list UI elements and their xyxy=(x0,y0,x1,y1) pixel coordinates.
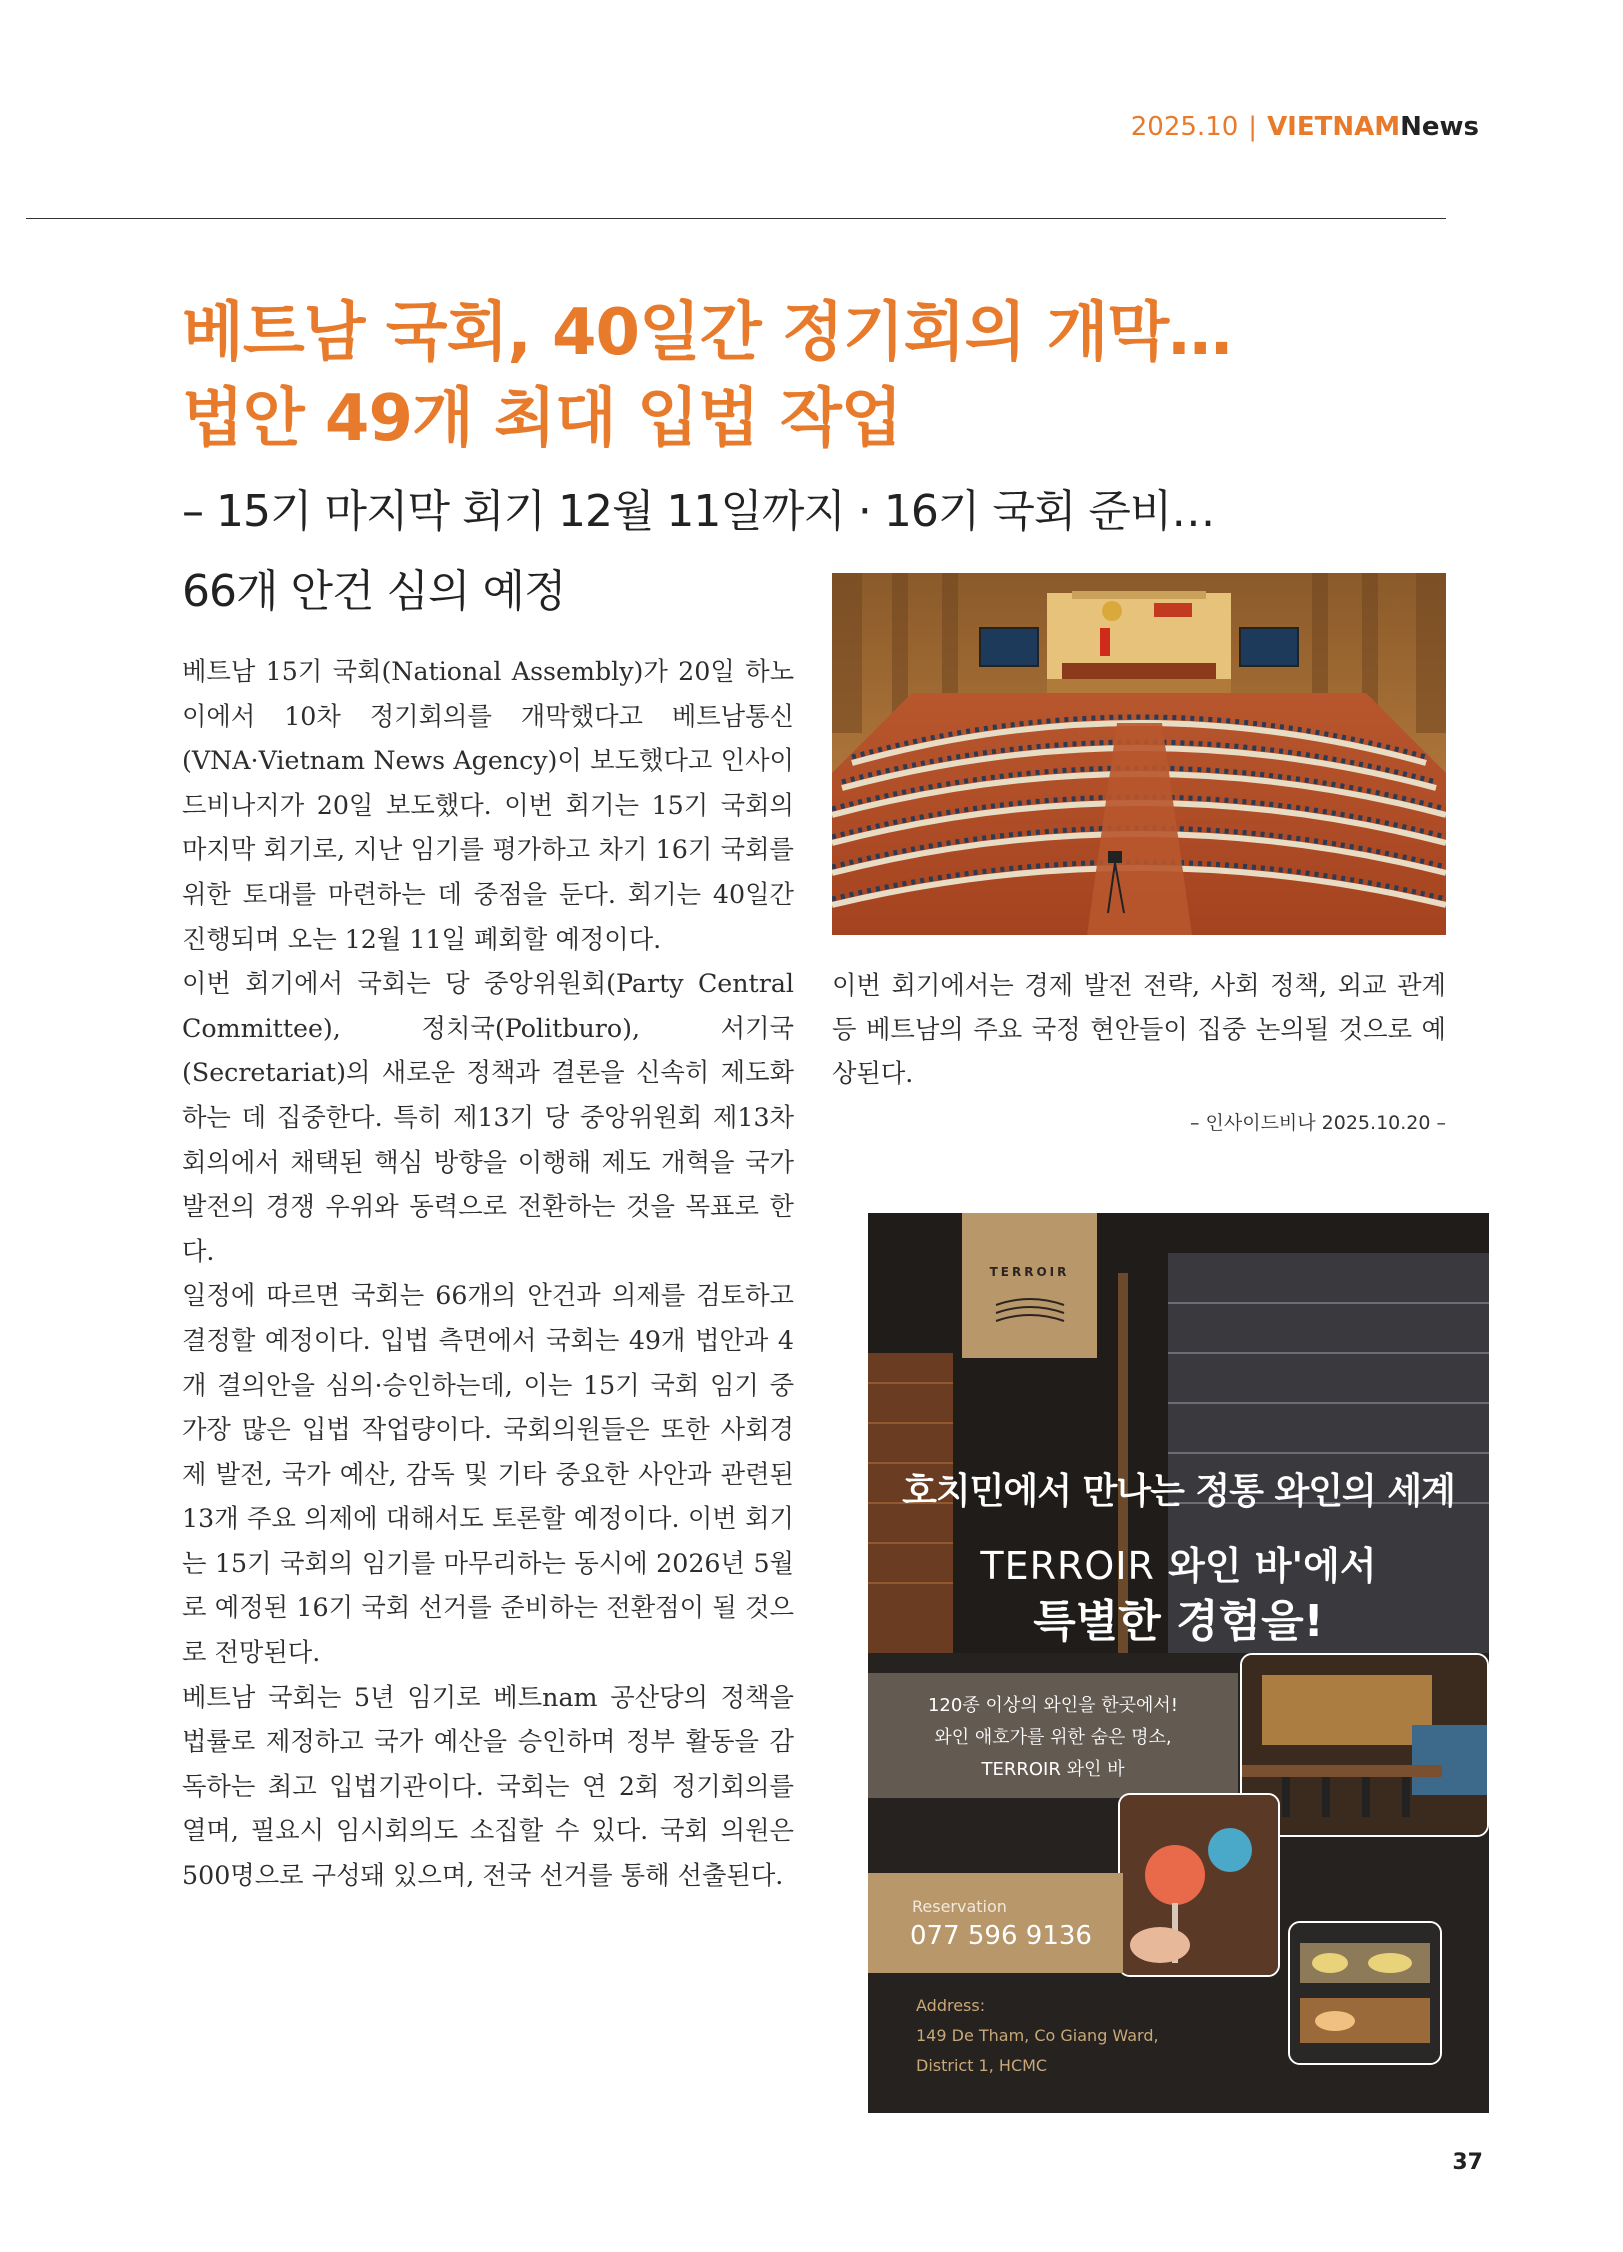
address-line: 149 De Tham, Co Giang Ward, xyxy=(916,2026,1159,2045)
ad-subheadline xyxy=(868,1535,1489,1590)
blurb-line: 120종 이상의 와인을 한곳에서! xyxy=(927,1695,1178,1716)
brand-name-part1: VIETNAM xyxy=(1267,112,1401,142)
header-divider xyxy=(26,218,1446,219)
title-line-2: 법안 49개 최대 입법 작업 xyxy=(182,382,902,456)
assembly-hall-photo xyxy=(832,573,1446,935)
photo-caption: 이번 회기에서는 경제 발전 전략, 사회 정책, 외교 관계 등 베트남의 주요 국정 현안들이 집중 논의될 것으로 예상된다. xyxy=(832,971,1446,1088)
ad-headline: 호치민에서 만나는 정통 와인의 세계 xyxy=(902,1471,1455,1512)
page-number: 37 xyxy=(1452,2150,1483,2175)
ad-tagline: 특별한 경험을! xyxy=(1033,1596,1324,1647)
body-paragraph: 이번 회기에서 국회는 당 중앙위원회(Party Central Committee), 정치국(Politburo), 서기국(Secretariat)의 새로운 정책과 결론을 신속히 제도화하는 데 집중한다. 특히 제13기 당 중앙위원회 제13차 회의에서 채택된 핵심 방향을 이행해 제도 개혁을 국가 발전의 경쟁 우위와 동력으로 전환하는 것을 목표로 한다. xyxy=(182,969,794,1266)
body-paragraph: 베트남 15기 국회(National Assembly)가 20일 하노이에서 10차 정기회의를 개막했다고 베트남통신(VNA·Vietnam News Agency)이 보도했다고 인사이드비나지가 20일 보도했다. 이번 회기는 15기 국회의 마지막 회기로, 지난 임기를 평가하고 차기 16기 국회를 위한 토대를 마련하는 데 중점을 둔다. 회기는 40일간 진행되며 오는 12월 11일 폐회할 예정이다. xyxy=(182,657,794,954)
address-label: Address: xyxy=(916,1996,986,2015)
terroir-logo xyxy=(962,1213,1097,1358)
body-paragraph: 베트남 국회는 5년 임기로 베트nam 공산당의 정책을 법률로 제정하고 국가 예산을 승인하며 정부 활동을 감독하는 최고 입법기관이다. 국회는 연 2회 정기회의를 열며, 필요시 임시회의도 소집할 수 있다. 국회 의원은 500명으로 구성돼 있으며, 전국 선거를 통해 선출된다. xyxy=(182,1682,794,1891)
issue-date: 2025.10 xyxy=(1130,112,1239,142)
ad-subheadline-rest: 와인 바'에서 xyxy=(1154,1544,1377,1588)
reservation-phone[interactable]: 077 596 9136 xyxy=(910,1921,1092,1951)
reservation-box xyxy=(868,1873,1123,1973)
logo-hills-icon xyxy=(994,1293,1066,1325)
logo-text: TERROIR xyxy=(989,1265,1070,1279)
address-line: District 1, HCMC xyxy=(916,2056,1048,2075)
subtitle-line-2: 66개 안건 심의 예정 xyxy=(182,566,566,617)
blurb-line: TERROIR 와인 바 xyxy=(981,1759,1125,1780)
ad-brand-name: TERROIR xyxy=(980,1544,1155,1588)
article-title xyxy=(182,290,1452,462)
header-separator: | xyxy=(1248,112,1258,142)
blurb-line: 와인 애호가를 위한 숨은 명소, xyxy=(934,1727,1172,1748)
subtitle-line-1: – 15기 마지막 회기 12월 11일까지 · 16기 국회 준비… xyxy=(182,486,1215,537)
cocktail-photo xyxy=(1118,1793,1280,1977)
title-line-1: 베트남 국회, 40일간 정기회의 개막… xyxy=(182,296,1232,370)
ad-address xyxy=(916,1991,1159,2081)
terroir-wine-bar-ad xyxy=(868,1213,1489,2113)
article-source: – 인사이드비나 2025.10.20 – xyxy=(1189,1112,1446,1134)
body-paragraph: 일정에 따르면 국회는 66개의 안건과 의제를 검토하고 결정할 예정이다. 입법 측면에서 국회는 49개 법안과 4개 결의안을 심의·승인하는데, 이는 15기 국회 임기 중 가장 많은 입법 작업량이다. 국회의원들은 또한 사회경제 발전, 국가 예산, 감독 및 기타 중요한 사안과 관련된 13개 주요 의제에 대해서도 토론할 예정이다. 이번 회기는 15기 국회의 임기를 마무리하는 동시에 2026년 5월로 예정된 16기 국회 선거를 준비하는 전환점이 될 것으로 전망된다. xyxy=(182,1281,794,1668)
pastry-display-photo xyxy=(1288,1921,1442,2065)
ad-blurb xyxy=(868,1673,1238,1798)
article-body xyxy=(182,650,794,1899)
reservation-label: Reservation xyxy=(912,1897,1007,1916)
running-header xyxy=(1131,112,1479,142)
brand-name-part2: News xyxy=(1400,112,1479,142)
